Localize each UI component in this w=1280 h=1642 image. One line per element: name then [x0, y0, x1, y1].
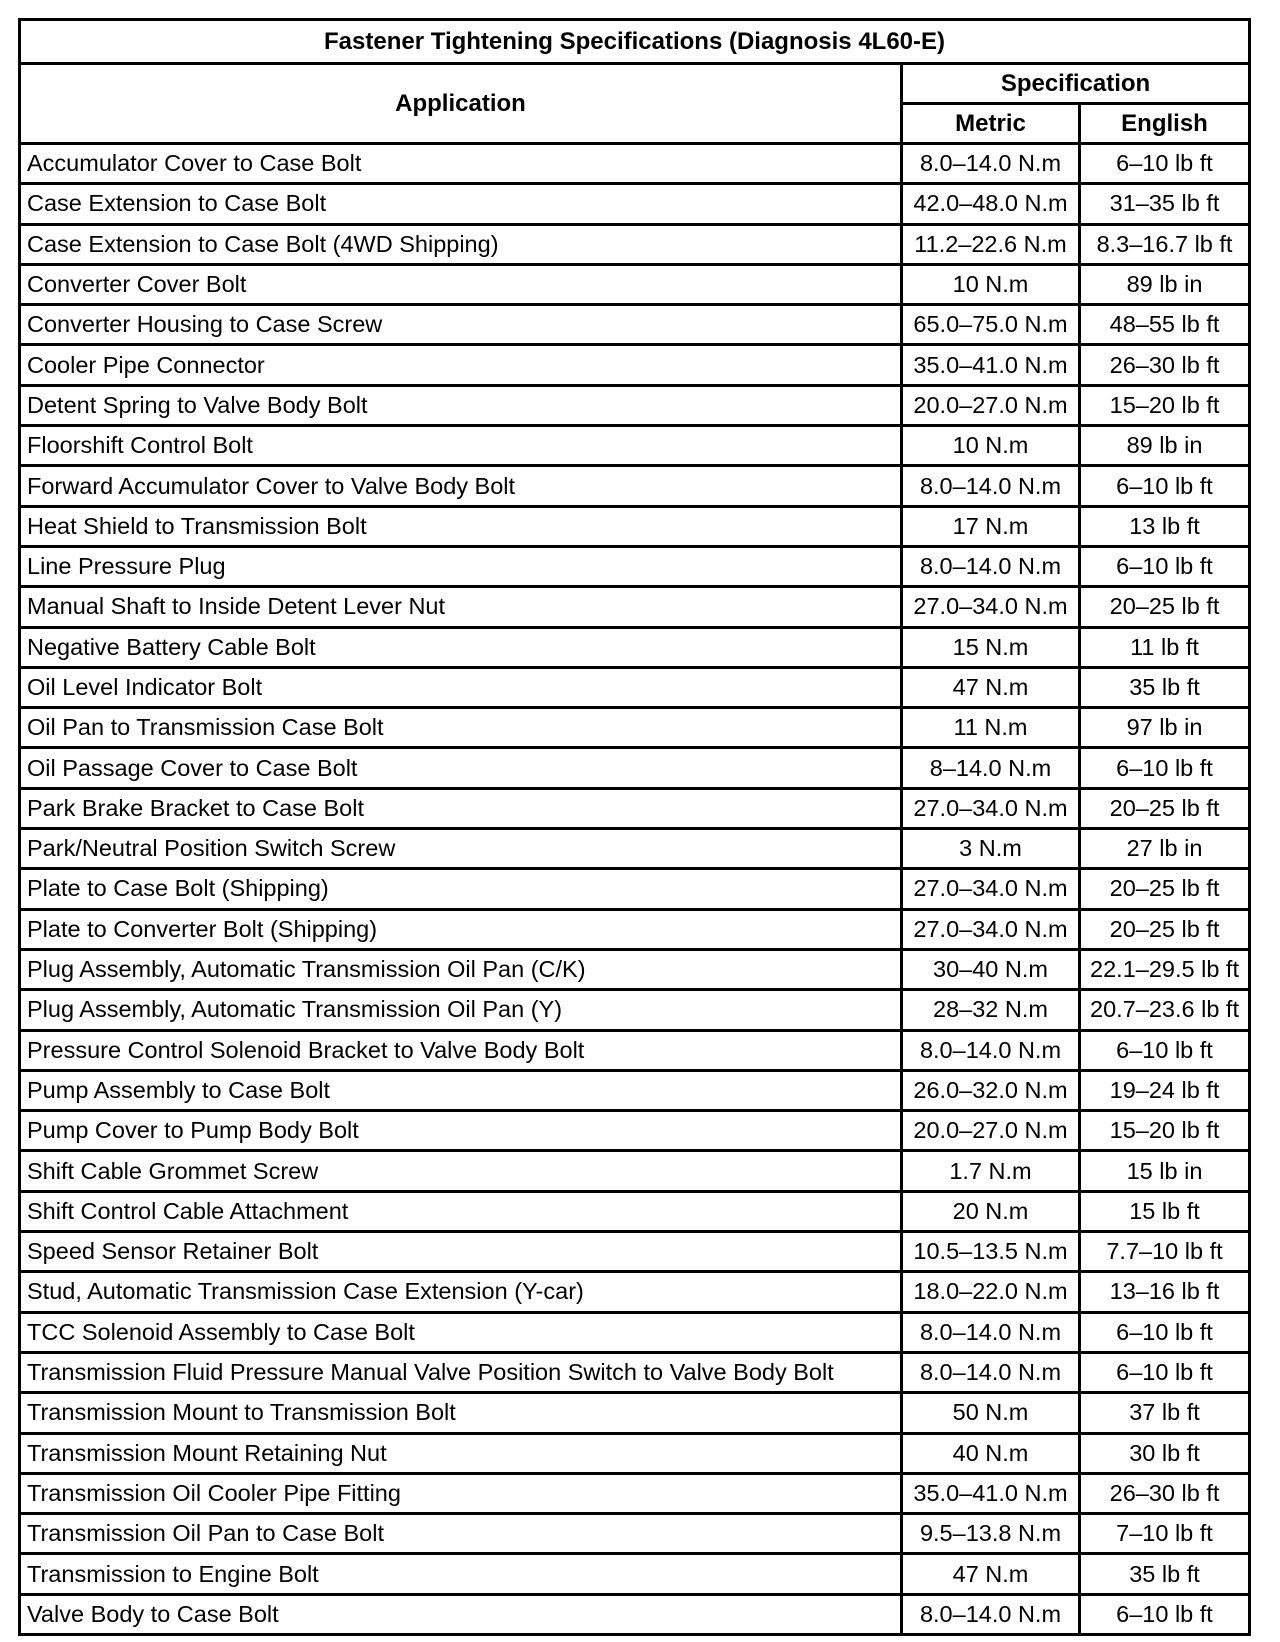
cell-metric: 8.0–14.0 N.m: [902, 1030, 1080, 1070]
cell-application: Transmission to Engine Bolt: [20, 1554, 902, 1594]
cell-english: 97 lb in: [1080, 708, 1250, 748]
cell-english: 6–10 lb ft: [1080, 546, 1250, 586]
table-row: [20, 546, 1250, 586]
cell-application: Accumulator Cover to Case Bolt: [20, 144, 902, 184]
table-row: [20, 1030, 1250, 1070]
table-row: [20, 1352, 1250, 1392]
cell-application: Oil Pan to Transmission Case Bolt: [20, 708, 902, 748]
cell-english: 26–30 lb ft: [1080, 345, 1250, 385]
cell-metric: 9.5–13.8 N.m: [902, 1514, 1080, 1554]
cell-metric: 17 N.m: [902, 506, 1080, 546]
cell-application: Case Extension to Case Bolt (4WD Shipping): [20, 224, 902, 264]
cell-english: 35 lb ft: [1080, 667, 1250, 707]
cell-english: 8.3–16.7 lb ft: [1080, 224, 1250, 264]
table-row: [20, 909, 1250, 949]
table-row: [20, 990, 1250, 1030]
cell-english: 6–10 lb ft: [1080, 1030, 1250, 1070]
cell-metric: 8.0–14.0 N.m: [902, 546, 1080, 586]
cell-application: Shift Cable Grommet Screw: [20, 1151, 902, 1191]
cell-metric: 8–14.0 N.m: [902, 748, 1080, 788]
cell-english: 20–25 lb ft: [1080, 909, 1250, 949]
cell-english: 13–16 lb ft: [1080, 1272, 1250, 1312]
cell-application: Line Pressure Plug: [20, 546, 902, 586]
cell-application: Plate to Case Bolt (Shipping): [20, 869, 902, 909]
cell-metric: 1.7 N.m: [902, 1151, 1080, 1191]
cell-application: Pump Cover to Pump Body Bolt: [20, 1111, 902, 1151]
cell-metric: 47 N.m: [902, 667, 1080, 707]
table-row: [20, 748, 1250, 788]
cell-english: 22.1–29.5 lb ft: [1080, 949, 1250, 989]
cell-application: Oil Level Indicator Bolt: [20, 667, 902, 707]
table-row: [20, 869, 1250, 909]
cell-metric: 65.0–75.0 N.m: [902, 305, 1080, 345]
cell-application: Transmission Oil Cooler Pipe Fitting: [20, 1473, 902, 1513]
header-application: Application: [20, 64, 902, 144]
table-row: [20, 1594, 1250, 1634]
cell-application: Stud, Automatic Transmission Case Extension (Y-car): [20, 1272, 902, 1312]
cell-english: 6–10 lb ft: [1080, 748, 1250, 788]
header-specification: Specification: [902, 64, 1250, 104]
table-row: [20, 1554, 1250, 1594]
cell-metric: 10.5–13.5 N.m: [902, 1232, 1080, 1272]
table-row: [20, 829, 1250, 869]
cell-english: 20.7–23.6 lb ft: [1080, 990, 1250, 1030]
cell-english: 20–25 lb ft: [1080, 869, 1250, 909]
cell-application: Case Extension to Case Bolt: [20, 184, 902, 224]
cell-english: 89 lb in: [1080, 426, 1250, 466]
table-row: [20, 184, 1250, 224]
cell-metric: 18.0–22.0 N.m: [902, 1272, 1080, 1312]
cell-metric: 50 N.m: [902, 1393, 1080, 1433]
table-row: [20, 1473, 1250, 1513]
cell-application: Valve Body to Case Bolt: [20, 1594, 902, 1634]
table-row: [20, 1111, 1250, 1151]
cell-english: 35 lb ft: [1080, 1554, 1250, 1594]
cell-application: Pump Assembly to Case Bolt: [20, 1070, 902, 1110]
cell-english: 20–25 lb ft: [1080, 788, 1250, 828]
cell-application: Forward Accumulator Cover to Valve Body Bolt: [20, 466, 902, 506]
cell-english: 11 lb ft: [1080, 627, 1250, 667]
cell-english: 89 lb in: [1080, 264, 1250, 304]
table-row: [20, 1433, 1250, 1473]
cell-application: Manual Shaft to Inside Detent Lever Nut: [20, 587, 902, 627]
cell-metric: 27.0–34.0 N.m: [902, 909, 1080, 949]
cell-application: TCC Solenoid Assembly to Case Bolt: [20, 1312, 902, 1352]
table-row: [20, 1232, 1250, 1272]
cell-english: 31–35 lb ft: [1080, 184, 1250, 224]
table-row: [20, 144, 1250, 184]
table-row: [20, 1191, 1250, 1231]
cell-metric: 8.0–14.0 N.m: [902, 144, 1080, 184]
cell-english: 15 lb ft: [1080, 1191, 1250, 1231]
cell-english: 48–55 lb ft: [1080, 305, 1250, 345]
cell-metric: 27.0–34.0 N.m: [902, 869, 1080, 909]
cell-application: Detent Spring to Valve Body Bolt: [20, 385, 902, 425]
cell-application: Transmission Mount to Transmission Bolt: [20, 1393, 902, 1433]
cell-application: Transmission Oil Pan to Case Bolt: [20, 1514, 902, 1554]
cell-metric: 27.0–34.0 N.m: [902, 788, 1080, 828]
header-english: English: [1080, 104, 1250, 144]
cell-application: Heat Shield to Transmission Bolt: [20, 506, 902, 546]
table-row: [20, 305, 1250, 345]
cell-english: 6–10 lb ft: [1080, 144, 1250, 184]
cell-english: 6–10 lb ft: [1080, 1352, 1250, 1392]
cell-metric: 8.0–14.0 N.m: [902, 466, 1080, 506]
cell-application: Plug Assembly, Automatic Transmission Oil Pan (Y): [20, 990, 902, 1030]
table-row: [20, 1151, 1250, 1191]
cell-english: 37 lb ft: [1080, 1393, 1250, 1433]
table-row: [20, 345, 1250, 385]
cell-metric: 35.0–41.0 N.m: [902, 345, 1080, 385]
cell-application: Transmission Fluid Pressure Manual Valve Position Switch to Valve Body Bolt: [20, 1352, 902, 1392]
cell-metric: 47 N.m: [902, 1554, 1080, 1594]
table-row: [20, 949, 1250, 989]
cell-metric: 26.0–32.0 N.m: [902, 1070, 1080, 1110]
cell-metric: 11 N.m: [902, 708, 1080, 748]
cell-english: 30 lb ft: [1080, 1433, 1250, 1473]
cell-application: Park Brake Bracket to Case Bolt: [20, 788, 902, 828]
cell-metric: 20.0–27.0 N.m: [902, 1111, 1080, 1151]
table-row: [20, 1272, 1250, 1312]
cell-application: Park/Neutral Position Switch Screw: [20, 829, 902, 869]
cell-english: 7–10 lb ft: [1080, 1514, 1250, 1554]
cell-english: 7.7–10 lb ft: [1080, 1232, 1250, 1272]
cell-application: Floorshift Control Bolt: [20, 426, 902, 466]
cell-english: 13 lb ft: [1080, 506, 1250, 546]
table-body: [20, 144, 1250, 1635]
table-row: [20, 587, 1250, 627]
cell-english: 26–30 lb ft: [1080, 1473, 1250, 1513]
cell-application: Converter Cover Bolt: [20, 264, 902, 304]
table-row: [20, 224, 1250, 264]
cell-metric: 20.0–27.0 N.m: [902, 385, 1080, 425]
cell-english: 15–20 lb ft: [1080, 385, 1250, 425]
cell-application: Oil Passage Cover to Case Bolt: [20, 748, 902, 788]
table-row: [20, 1070, 1250, 1110]
cell-english: 19–24 lb ft: [1080, 1070, 1250, 1110]
table-row: [20, 708, 1250, 748]
cell-metric: 42.0–48.0 N.m: [902, 184, 1080, 224]
cell-application: Cooler Pipe Connector: [20, 345, 902, 385]
cell-metric: 8.0–14.0 N.m: [902, 1352, 1080, 1392]
cell-english: 6–10 lb ft: [1080, 1312, 1250, 1352]
cell-metric: 20 N.m: [902, 1191, 1080, 1231]
cell-english: 15 lb in: [1080, 1151, 1250, 1191]
table-row: [20, 506, 1250, 546]
table-row: [20, 788, 1250, 828]
cell-metric: 28–32 N.m: [902, 990, 1080, 1030]
table-row: [20, 1312, 1250, 1352]
cell-metric: 40 N.m: [902, 1433, 1080, 1473]
cell-application: Plate to Converter Bolt (Shipping): [20, 909, 902, 949]
table-title: Fastener Tightening Specifications (Diagnosis 4L60-E): [20, 20, 1250, 64]
cell-metric: 10 N.m: [902, 426, 1080, 466]
cell-english: 20–25 lb ft: [1080, 587, 1250, 627]
cell-metric: 10 N.m: [902, 264, 1080, 304]
cell-metric: 15 N.m: [902, 627, 1080, 667]
header-metric: Metric: [902, 104, 1080, 144]
cell-metric: 30–40 N.m: [902, 949, 1080, 989]
fastener-spec-table: [18, 18, 1251, 1636]
cell-application: Plug Assembly, Automatic Transmission Oil Pan (C/K): [20, 949, 902, 989]
table-row: [20, 385, 1250, 425]
cell-metric: 3 N.m: [902, 829, 1080, 869]
table-row: [20, 1514, 1250, 1554]
table-row: [20, 426, 1250, 466]
cell-application: Pressure Control Solenoid Bracket to Valve Body Bolt: [20, 1030, 902, 1070]
table-row: [20, 264, 1250, 304]
table-row: [20, 1393, 1250, 1433]
cell-metric: 27.0–34.0 N.m: [902, 587, 1080, 627]
cell-application: Converter Housing to Case Screw: [20, 305, 902, 345]
table-row: [20, 466, 1250, 506]
table-row: [20, 667, 1250, 707]
cell-english: 6–10 lb ft: [1080, 1594, 1250, 1634]
cell-application: Transmission Mount Retaining Nut: [20, 1433, 902, 1473]
cell-english: 15–20 lb ft: [1080, 1111, 1250, 1151]
cell-metric: 11.2–22.6 N.m: [902, 224, 1080, 264]
cell-metric: 35.0–41.0 N.m: [902, 1473, 1080, 1513]
table-row: [20, 627, 1250, 667]
cell-application: Shift Control Cable Attachment: [20, 1191, 902, 1231]
cell-application: Speed Sensor Retainer Bolt: [20, 1232, 902, 1272]
cell-metric: 8.0–14.0 N.m: [902, 1312, 1080, 1352]
cell-english: 6–10 lb ft: [1080, 466, 1250, 506]
cell-application: Negative Battery Cable Bolt: [20, 627, 902, 667]
cell-english: 27 lb in: [1080, 829, 1250, 869]
cell-metric: 8.0–14.0 N.m: [902, 1594, 1080, 1634]
